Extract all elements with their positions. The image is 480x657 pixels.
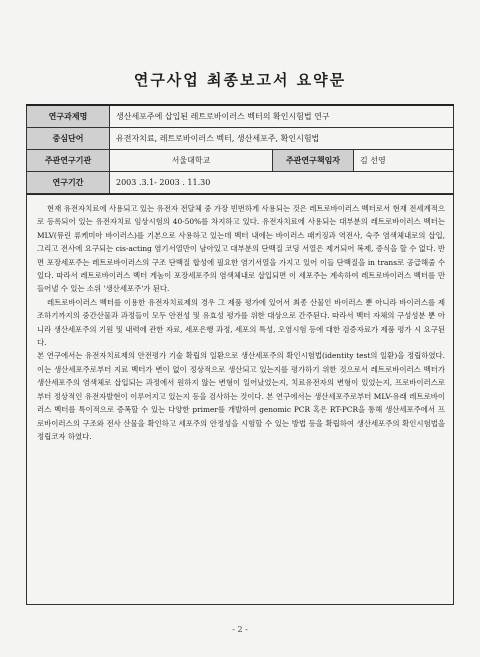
info-row-institution	[27, 150, 454, 172]
keywords-label: 중심단어	[27, 128, 110, 150]
abstract-paragraph-1: 현재 유전자치료에 사용되고 있는 유전자 전달체 중 가장 빈번하게 사용되는 것은 레트로바이러스 벡터로서 현재 전세계적으로 등록되어 있는 유전자치료 임상시험의 40-50%를 차지하고 있다. 유전자치료에 사용되는 대부분의 레트로바이러스 벡터는 MLV(뮤린 류케미아 바이러스)를 기본으로 사용하고 있는데 벡터 내에는 바이러스 패키징과 역전사, 숙주 염색체내로의 삽입, 그리고 전사에 요구되는 cis-acting 염기서열만이 남아있고 대부분의 단백질 코딩 서열은 제거되어 복제, 증식을 할 수 없다. 반면 포장세포주는 레트로바이러스의 구조 단백질 합성에 필요한 염기서열을 가지고 있어 이들 단백질을 in trans로 공급해줄 수 있다. 따라서 레트로바이러스 벡터 게놈이 포장세포주의 염색체내로 삽입되면 이 세포주는 계속하여 레트로바이러스 벡터를 만들어낼 수 있는 소위 '생산세포주'가 된다.	[37, 204, 445, 294]
page-title: 연구사업 최종보고서 요약문	[133, 71, 347, 89]
info-row-project	[27, 105, 454, 128]
abstract-paragraph-3: 본 연구에서는 유전자치료제의 안전평가 기술 확립의 일환으로 생산세포주의 확인시험법(identity test의 일환)을 정립하였다. 이는 생산세포주로부터 지료 벡터가 변이 없이 정상적으로 생산되고 있는지를 평가하기 위한 것으로서 레트로바이러스 벡터가 생산세포주의 염색체로 삽입되는 과정에서 원하지 않는 변형이 일어났었는지, 치료유전자의 변형이 있었는지, 프로바이러스로부터 정상적인 유전자발현이 이루어지고 있는지 등을 검사하는 것이다. 본 연구에서는 생산세포주로부터 MLV-유래 레트로바이러스 벡터를 특이적으로 증폭할 수 있는 다양한 primer를 개발하여 genomic PCR 혹은 RT-PCR을 통해 생산세포주에서 프로바이러스의 구조와 전사 산물을 확인하고 세포주의 안정성을 시험할 수 있는 방법 등을 확립하여 생산세포주의 확인시험법을 정립코자 하였다.	[37, 351, 445, 441]
researcher-value: 김 선영	[354, 150, 454, 172]
institution-label: 주관연구기관	[27, 150, 110, 172]
keywords-value: 유전자치료, 레트로바이러스 벡터, 생산세포주, 확인시험법	[110, 128, 454, 150]
project-value: 생산세포주에 삽입된 레트로바이러스 벡터의 확인시험법 연구	[110, 105, 454, 128]
info-row-period	[27, 172, 454, 195]
abstract-paragraph-2: 레트로바이러스 벡터를 이용한 유전자치료제의 경우 그 제품 평가에 있어서 최종 산물인 바이러스 뿐 아니라 바이러스를 제조하기까지의 중간산물과 과정들이 모두 안전성 및 유효성 평가를 위한 대상으로 간주된다. 따라서 벡터 자체의 구성성분 뿐 아니라 생산세포주의 기원 및 내력에 관한 자료, 세포은행 과정, 세포의 특성, 오염시험 등에 대한 검증자료가 제품 평가 시 요구된다.	[37, 297, 445, 348]
period-value: 2003 .3.1- 2003 . 11.30	[110, 172, 454, 195]
institution-value: 서울대학교	[110, 150, 273, 172]
info-table	[26, 104, 454, 195]
period-label: 연구기간	[27, 172, 110, 195]
project-label: 연구과제명	[27, 105, 110, 128]
page-number: - 2 -	[232, 625, 248, 634]
abstract-box	[26, 193, 454, 605]
info-row-keywords	[27, 128, 454, 150]
researcher-label: 주관연구책임자	[273, 150, 354, 172]
